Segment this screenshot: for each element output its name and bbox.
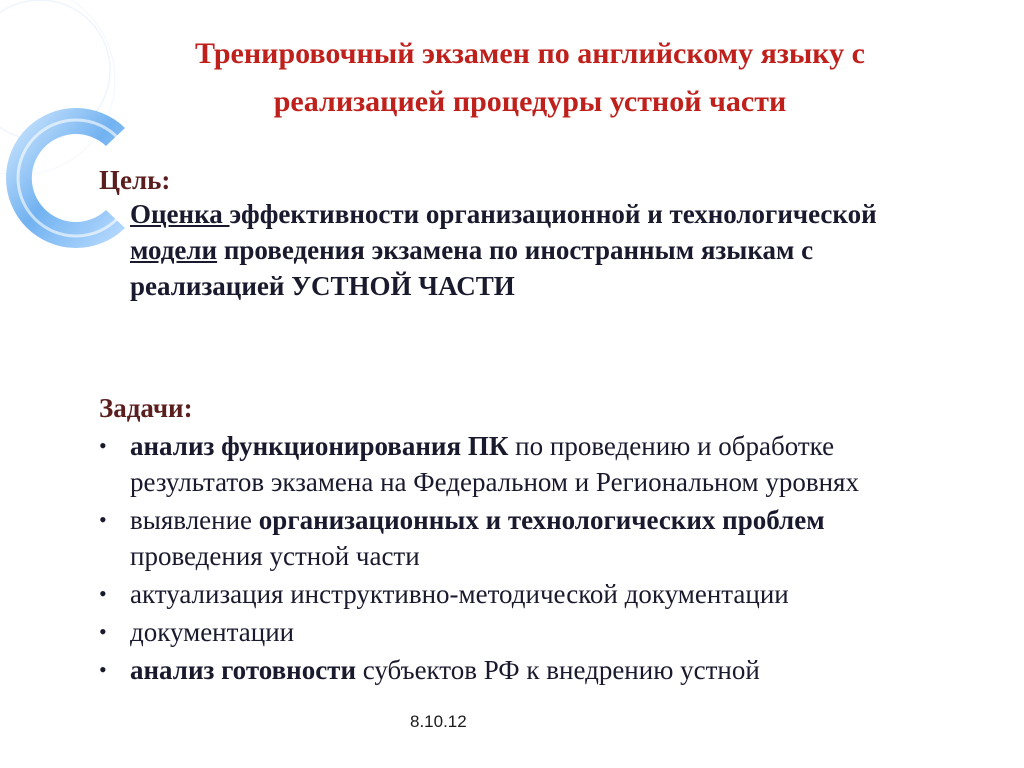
task-text: по проведению и обработке результатов экзамена на Федеральном и Региональном уровнях bbox=[130, 431, 859, 497]
bullet: • bbox=[99, 581, 107, 606]
task-pre: выявление bbox=[130, 505, 259, 535]
list-item bbox=[99, 428, 959, 500]
list-item bbox=[99, 652, 959, 688]
goal-heading: Цель: bbox=[99, 165, 171, 195]
list-item bbox=[99, 614, 959, 650]
task-bold: анализ функционирования ПК bbox=[130, 431, 509, 461]
task-text: проведения устной части bbox=[130, 541, 420, 571]
task-text: документации bbox=[130, 617, 295, 647]
goal-text-part1: Оценка bbox=[130, 199, 230, 229]
bullet: • bbox=[99, 619, 107, 644]
goal-text-part4: проведения экзамена по иностранным языкам с реализацией УСТНОЙ ЧАСТИ bbox=[130, 235, 814, 301]
tasks-heading: Задачи: bbox=[99, 393, 193, 423]
task-bold: анализ готовности bbox=[130, 655, 357, 685]
task-text: актуализация инструктивно-методической документации bbox=[130, 579, 789, 609]
task-text: субъектов РФ к внедрению устной bbox=[356, 655, 760, 685]
bullet: • bbox=[99, 433, 107, 458]
slide-date: 8.10.12 bbox=[410, 712, 467, 731]
task-bold: организационных и технологических проблем bbox=[258, 505, 825, 535]
list-item bbox=[99, 502, 959, 574]
goal-text-part3: модели bbox=[130, 235, 218, 265]
slide-title: Тренировочный экзамен по английскому языку с реализацией процедуры устной части bbox=[195, 37, 865, 118]
bullet: • bbox=[99, 657, 107, 682]
tasks-list bbox=[99, 428, 959, 690]
bullet: • bbox=[99, 507, 107, 532]
list-item bbox=[99, 576, 959, 612]
goal-text bbox=[130, 196, 930, 304]
goal-text-part2: эффективности организационной и технологической bbox=[229, 199, 877, 229]
